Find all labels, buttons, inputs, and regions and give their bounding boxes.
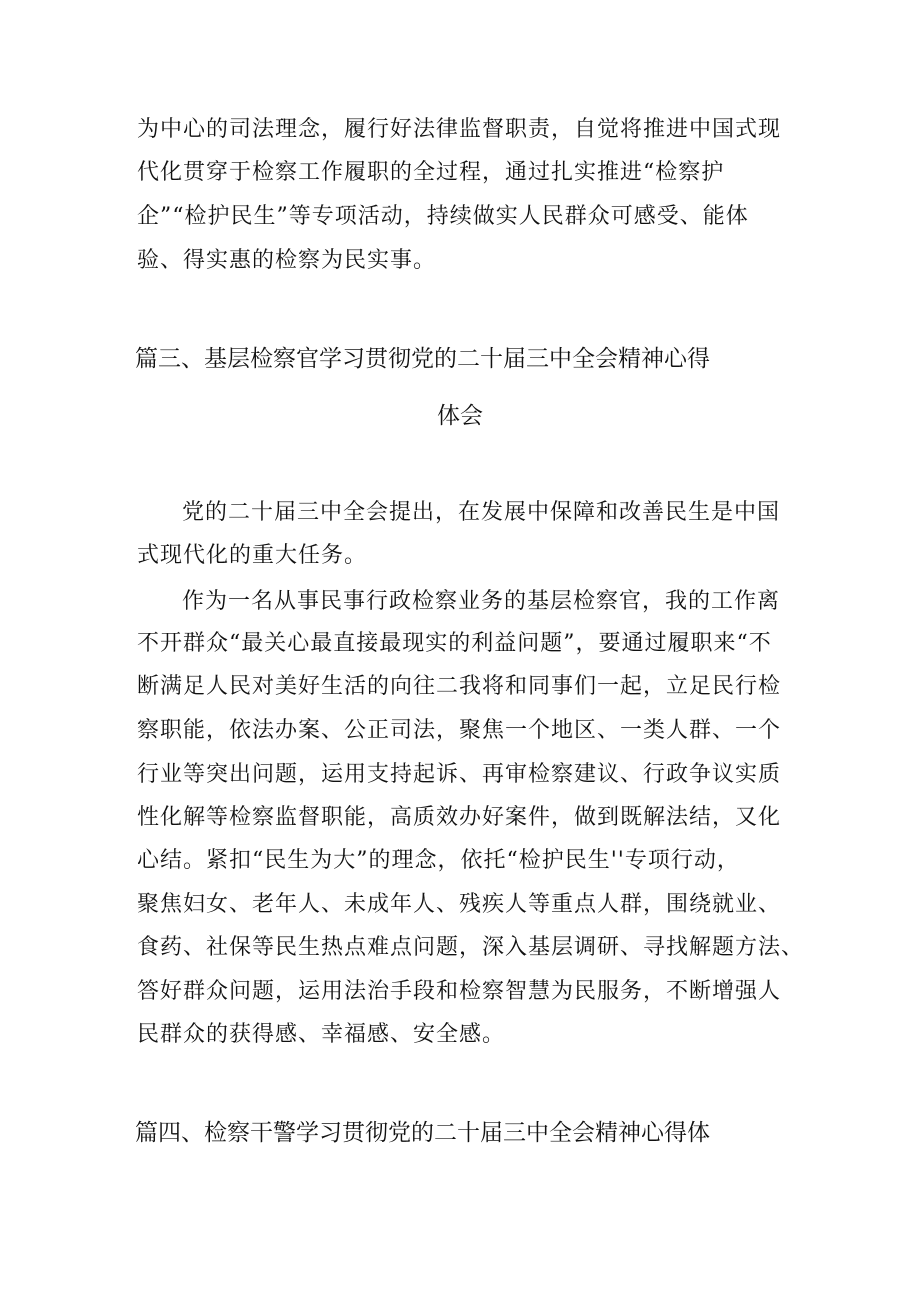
section3-paragraph2-line: 性化解等检察监督职能，高质效办好案件，做到既解法结，又化	[137, 805, 782, 830]
section3-paragraph2-line: 断满足人民对美好生活的向往二我将和同事们一起，立足民行检	[137, 674, 782, 699]
section3-paragraph2-line: 聚焦妇女、老年人、未成年人、残疾人等重点人群，围绕就业、	[137, 892, 782, 917]
intro-line: 验、得实惠的检察为民实事。	[137, 248, 437, 273]
section3-title-continued: 体会	[437, 403, 483, 429]
section3-paragraph2-line: 察职能，依法办案、公正司法，聚焦一个地区、一类人群、一个	[137, 718, 782, 743]
section3-paragraph2-line: 民群众的获得感、幸福感、安全感。	[137, 1022, 506, 1047]
section3-paragraph2-line: 不开群众“最关心最直接最现实的利益问题”，要通过履职来“不	[137, 631, 772, 656]
section3-paragraph1-line: 式现代化的重大任务。	[137, 543, 368, 568]
section3-paragraph2-line: 行业等突出问题，运用支持起诉、再审检察建议、行政争议实质	[137, 762, 782, 787]
intro-line: 企”“检护民生”等专项活动，持续做实人民群众可感受、能体	[137, 204, 749, 229]
section3-paragraph2-line: 心结。紧扣“民生为大”的理念，依托“检护民生''专项行动，	[137, 848, 740, 873]
section3-title: 篇三、基层检察官学习贯彻党的二十届三中全会精神心得	[135, 346, 710, 372]
intro-line: 代化贯穿于检察工作履职的全过程，通过扎实推进“检察护	[137, 160, 725, 185]
section3-paragraph2-line: 食药、社保等民生热点难点问题，深入基层调研、寻找解题方法、	[137, 935, 805, 960]
section3-paragraph2-line: 作为一名从事民事行政检察业务的基层检察官，我的工作离	[182, 589, 781, 614]
section3-paragraph2-line: 答好群众问题，运用法治手段和检察智慧为民服务，不断增强人	[137, 979, 782, 1004]
section4-title: 篇四、检察干警学习贯彻党的二十届三中全会精神心得体	[135, 1120, 710, 1146]
section3-paragraph1-line: 党的二十届三中全会提出，在发展中保障和改善民生是中国	[182, 500, 781, 525]
intro-line: 为中心的司法理念，履行好法律监督职责，自觉将推进中国式现	[137, 117, 782, 142]
